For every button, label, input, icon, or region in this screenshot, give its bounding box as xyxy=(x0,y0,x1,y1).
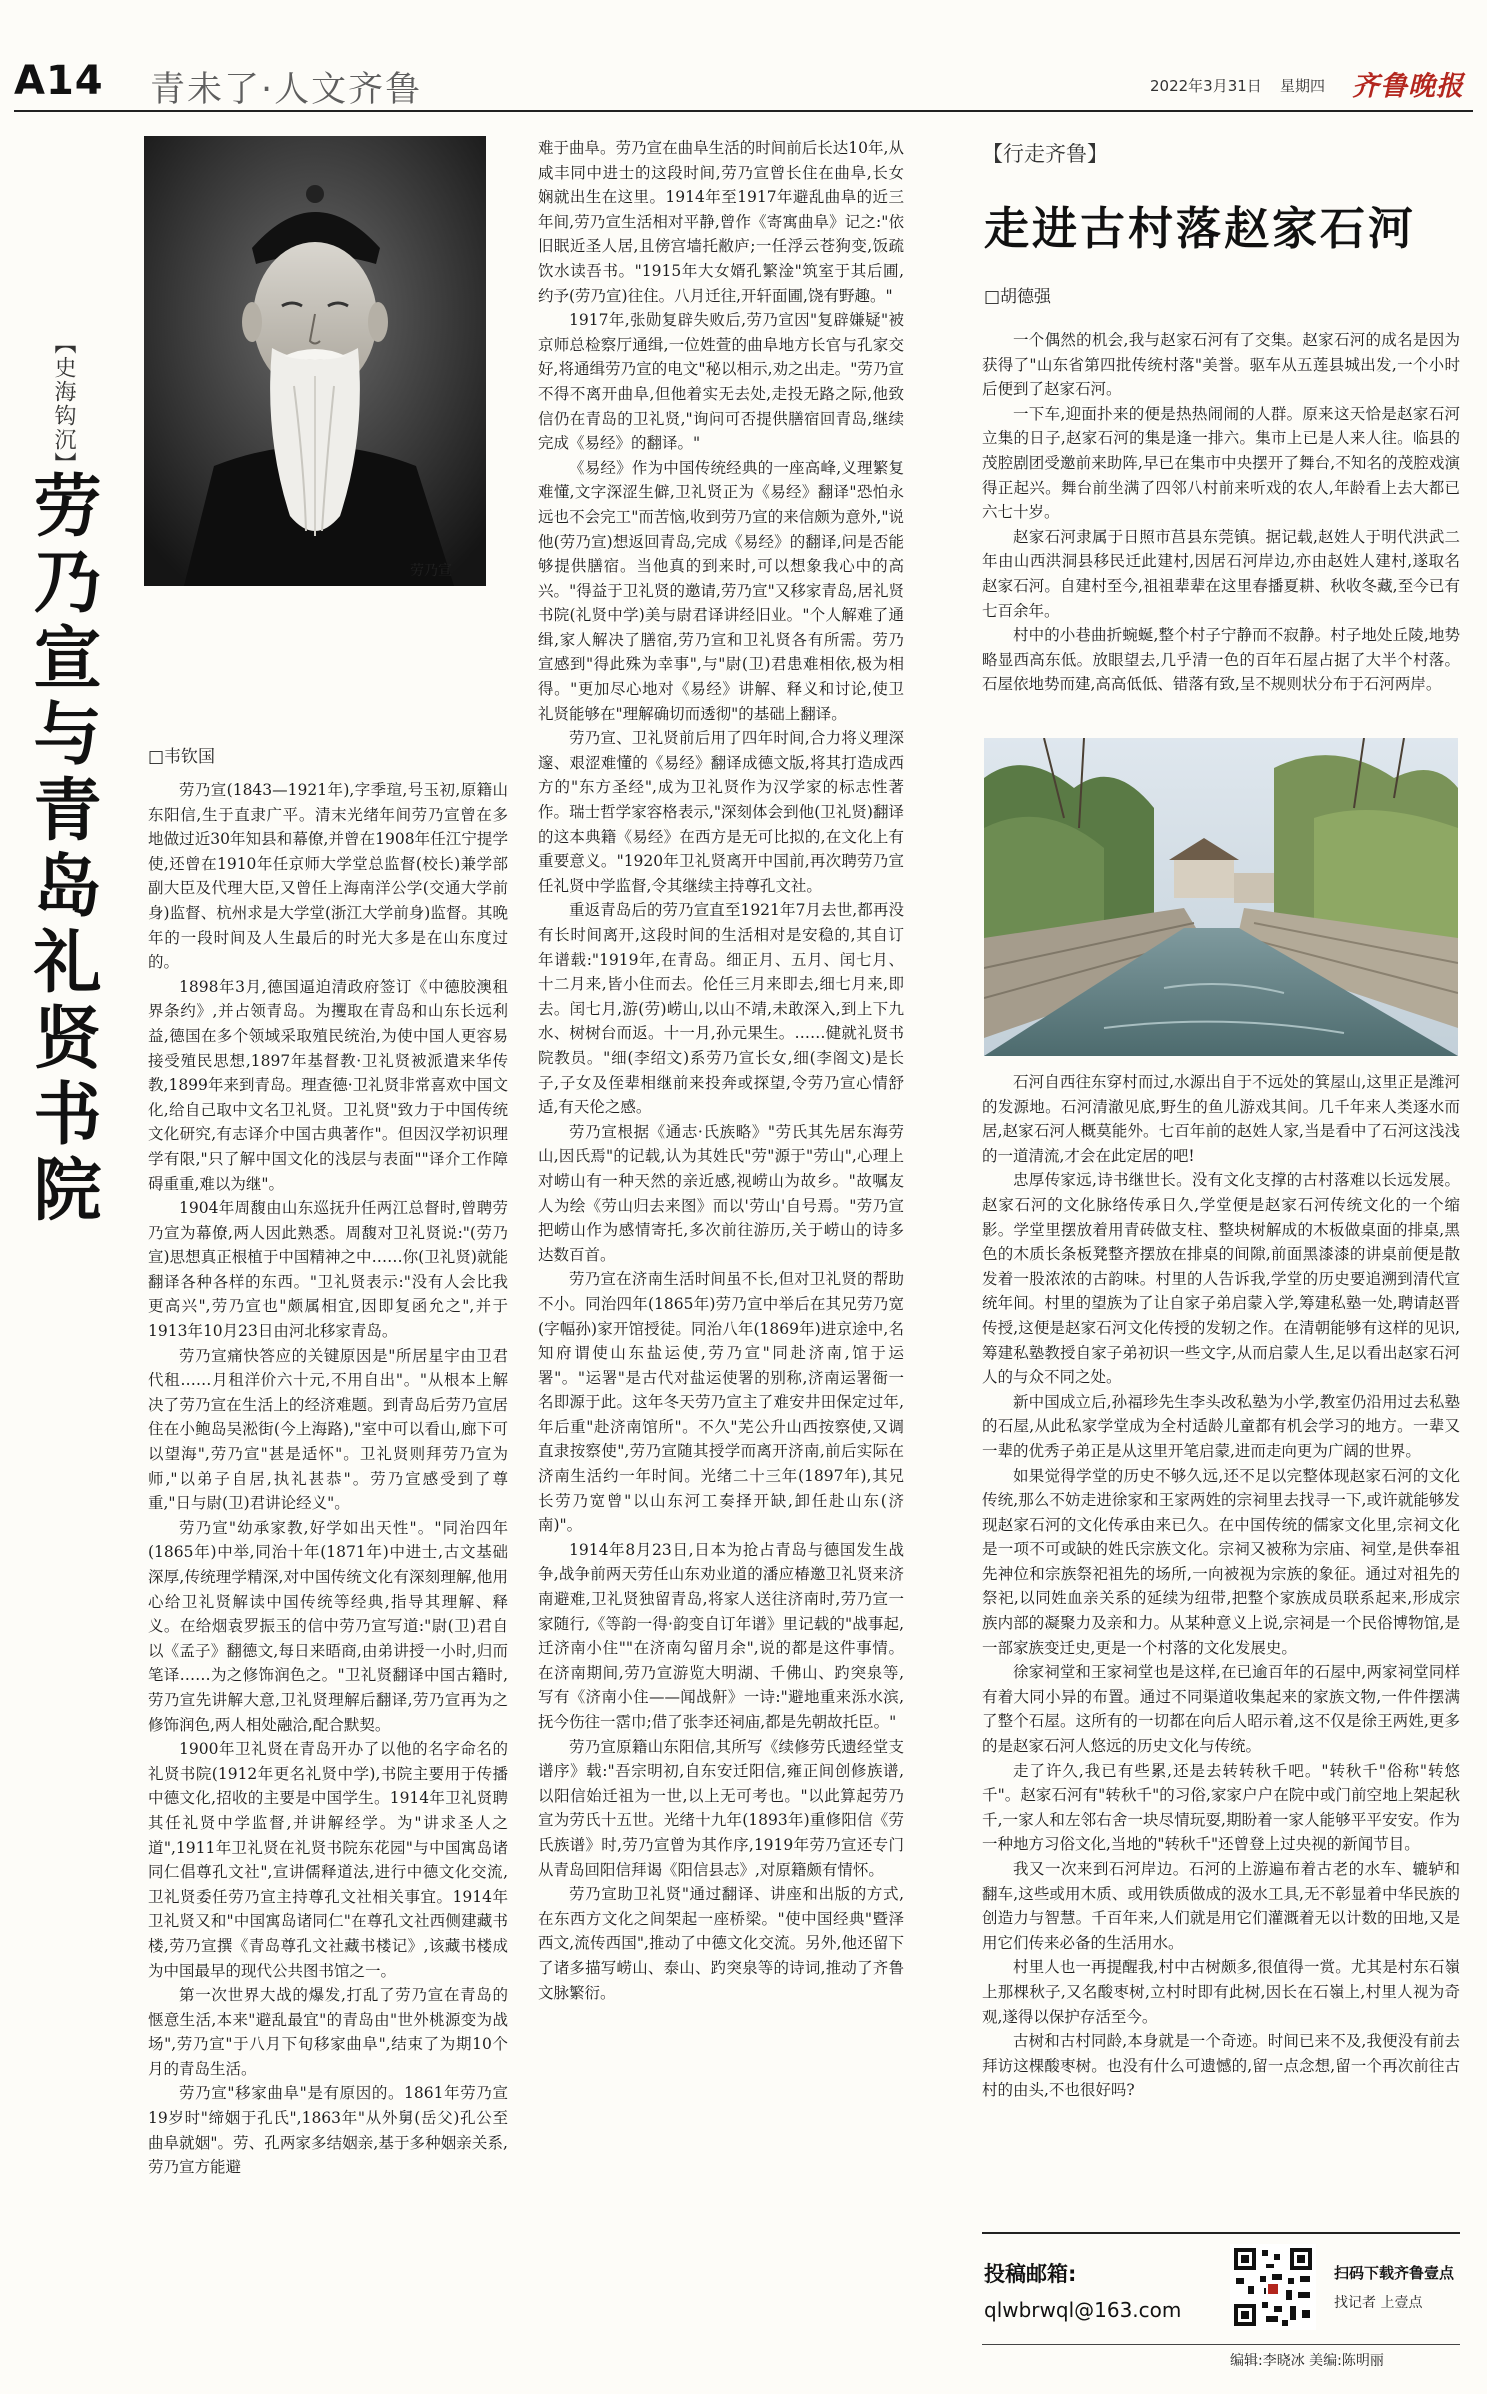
right-article-title: 走进古村落赵家石河 xyxy=(984,202,1417,255)
section-title: 青未了·人文齐鲁 xyxy=(150,70,423,110)
paragraph: 劳乃宣痛快答应的关键原因是"所居星宇由卫君代租……月租洋价六十元,不用自出"。"从根本上解决了劳乃宣在生活上的经济难题。到青岛后劳乃宣居住在小鲍岛吴淞街(今上海路),"室中可以看山,廊下可以望海",劳乃宣"甚是适怀"。卫礼贤则拜劳乃宣为师,"以弟子自居,执礼甚恭"。劳乃宣感受到了尊重,"日与尉(卫)君讲论经义"。 xyxy=(148,1346,508,1513)
left-byline: □韦钦国 xyxy=(148,747,216,767)
left-article-title: 劳乃宣与青岛礼贤书院 xyxy=(22,470,102,1230)
portrait-photo xyxy=(144,136,486,586)
paragraph: 重返青岛后的劳乃宣直至1921年7月去世,都再没有长时间离开,这段时间的生活相对是安稳的,其自订年谱载:"1919年,在青岛。细正月、五月、闰七月、十二月来,皆小住而去。伦任三月来即去,细七月来,即去。闰七月,游(劳)崂山,以山不靖,未敢深入,到上下九水、树树台而返。十一月,孙元果生。……健就礼贤书院教员。"细(李绍文)系劳乃宣长女,细(李阁文)是长子,子女及侄辈相继前来投奔或探望,令劳乃宣心情舒适,有天伦之感。 xyxy=(538,901,904,1117)
page-header xyxy=(0,0,1487,112)
paragraph: 新中国成立后,孙福珍先生李头改私塾为小学,教室仍沿用过去私塾的石屋,从此私家学堂成为全村适龄儿童都有机会学习的地方。一辈又一辈的优秀子弟正是从这里开笔启蒙,进而走向更为广阔的世界。 xyxy=(982,1392,1460,1460)
issue-weekday: 星期四 xyxy=(1280,77,1326,95)
paragraph: 1914年8月23日,日本为抢占青岛与德国发生战争,战争前两天劳任山东劝业道的潘应椿邀卫礼贤来济南避难,卫礼贤独留青岛,将家人送往济南时,劳乃宣一家随行,《等韵一得·韵变自订年谱》里记载的"战事起,迁济南小住""在济南勾留月余",说的都是这件事情。在济南期间,劳乃宣游览大明湖、千佛山、趵突泉等,写有《济南小住——闻战鼾》一诗:"避地重来泺水滨,抚今伤往一霑巾;借了张李还祠庙,都是先朝故托臣。" xyxy=(538,1540,904,1731)
paragraph: 1904年周馥由山东巡抚升任两江总督时,曾聘劳乃宣为幕僚,两人因此熟悉。周馥对卫礼贤说:"(劳乃宣)思想真正根植于中国精神之中……你(卫礼贤)就能翻译各种各样的东西。"卫礼贤表示:"没有人会比我更高兴",劳乃宣也"颇属相宜,因即复函允之",并于1913年10月23日由河北移家青岛。 xyxy=(148,1199,508,1341)
paragraph: 忠厚传家远,诗书继世长。没有文化支撑的古村落难以长远发展。赵家石河的文化脉络传承日久,学堂便是赵家石河传统文化的一个缩影。学堂里摆放着用青砖做支柱、整块树解成的木板做桌面的排桌,黑色的木质长条板凳整齐摆放在排桌的间隙,前面黑漆漆的讲桌前便是散发着一股浓浓的古韵味。村里的人告诉我,学堂的历史要追溯到清代宣统年间。村里的望族为了让自家子弟启蒙入学,筹建私塾一处,聘请赵晋传授,这便是赵家石河文化传授的发轫之作。在清朝能够有这样的见识,筹建私塾教授自家子弟初识一些文字,从而启蒙人生,足以看出赵家石河人的与众不同之处。 xyxy=(982,1171,1460,1387)
paragraph: 劳乃宣"移家曲阜"是有原因的。1861年劳乃宣19岁时"缔姻于孔氏",1863年"从外舅(岳父)孔公至曲阜就姻"。劳、孔两家多结姻亲,基于多种姻亲关系,劳乃宣方能避 xyxy=(148,2084,508,2177)
paragraph: 1898年3月,德国逼迫清政府签订《中德胶澳租界条约》,并占领青岛。为攫取在青岛和山东长远利益,德国在多个领域采取殖民统治,为使中国人更容易接受殖民思想,1897年基督教·卫礼贤被派遣来华传教,1899年来到青岛。理查德·卫礼贤非常喜欢中国文化,给自己取中文名卫礼贤。卫礼贤"致力于中国传统文化研究,有志译介中国古典著作"。但因汉学初识理学有限,"只了解中国文化的浅层与表面""译介工作障碍重重,难以为继"。 xyxy=(148,977,508,1193)
paragraph: 劳乃宣、卫礼贤前后用了四年时间,合力将义理深邃、艰涩难懂的《易经》翻译成德文版,将其打造成西方的"东方圣经",成为卫礼贤作为汉学家的标志性著作。瑞士哲学家容格表示,"深刻体会到他(卫礼贤)翻译的这本典籍《易经》在西方是无可比拟的,在文化上有重要意义。"1920年卫礼贤离开中国前,再次聘劳乃宣任礼贤中学监督,令其继续主持尊孔文社。 xyxy=(538,729,904,895)
paragraph: 《易经》作为中国传统经典的一座高峰,义理繁复难懂,文字深涩生僻,卫礼贤正为《易经》翻译"恐怕永远也不会完工"而苦恼,收到劳乃宣的来信颇为意外,"说他(劳乃宣)想返回青岛,完成《易经》的翻译,问是否能够提供膳宿。当他真的到来时,可以想象我心中的高兴。"得益于卫礼贤的邀请,劳乃宣"又移家青岛,居礼贤书院(礼贤中学)美与尉君译讲经旧业。"个人解难了通缉,家人解决了膳宿,劳乃宣和卫礼贤各有所需。劳乃宣感到"得此殊为幸事",与"尉(卫)君患难相依,极为相得。"更加尽心地对《易经》讲解、释义和讨论,使卫礼贤能够在"理解确切而透彻"的基础上翻译。 xyxy=(538,458,904,723)
paragraph: 第一次世界大战的爆发,打乱了劳乃宣在青岛的惬意生活,本来"避乱最宜"的青岛由"世外桃源变为战场",劳乃宣"于八月下旬移家曲阜",结束了为期10个月的青岛生活。 xyxy=(148,1986,508,2078)
portrait-caption: 劳乃宣 xyxy=(410,563,452,579)
editor-credits: 编辑:李晓冰 美编:陈明丽 xyxy=(1230,2353,1384,2369)
paragraph: 劳乃宣"幼承家教,好学如出天性"。"同治四年(1865年)中举,同治十年(1871年)中进士,古文基础深厚,传统理学精深,对中国传统文化有深刻理解,他用心给卫礼贤解读中国传统等经典,指导其理解、释义。在给烟袁罗振玉的信中劳乃宣写道:"尉(卫)君自以《孟子》翻德文,每日来晤商,由弟讲授一小时,归而笔译……为之修饰润色之。"卫礼贤翻译中国古籍时,劳乃宣先讲解大意,卫礼贤理解后翻译,劳乃宣再为之修饰润色,两人相处融洽,配合默契。 xyxy=(148,1518,508,1734)
paragraph: 劳乃宣根据《通志·氏族略》"劳氏其先居东海劳山,因氏焉"的记载,认为其姓氏"劳"源于"劳山",心理上对崂山有一种天然的亲近感,视崂山为故乡。"故嘱友人为绘《劳山归去来图》而以'劳山'自号焉。"劳乃宣把崂山作为感情寄托,多次前往游历,关于崂山的诗多达数百首。 xyxy=(538,1122,904,1264)
paragraph-continued: 难于曲阜。劳乃宣在曲阜生活的时间前后长达10年,从咸丰同中进士的这段时间,劳乃宣曾长住在曲阜,长女娴就出生在这里。1914年至1917年避乱曲阜的近三年间,劳乃宣生活相对平静,曾作《寄寓曲阜》记之:"依旧眠近圣人居,且傍宫墙托敝庐;一任浮云苍狗变,饭疏饮水读吾书。"1915年大女婿孔繁淦"筑室于其后圃,约予(劳乃宣)往住。八月迁往,开轩面圃,饶有野趣。" xyxy=(538,139,904,305)
village-photo xyxy=(984,738,1458,1056)
paragraph: 我又一次来到石河岸边。石河的上游遍布着古老的水车、辘轳和翻车,这些或用木质、或用铁质做成的汲水工具,无不彰显着中华民族的创造力与智慧。千百年来,人们就是用它们灌溉着无以计数的田地,又是用它们传来必备的生活用水。 xyxy=(982,1860,1460,1952)
submission-label: 投稿邮箱: xyxy=(984,2262,1077,2286)
right-byline: □胡德强 xyxy=(984,287,1052,307)
paragraph: 走了许久,我已有些累,还是去转转秋千吧。"转秋千"俗称"转悠千"。赵家石河有"转秋千"的习俗,家家户户在院中或门前空地上架起秋千,一家人和左邻右舍一块尽情玩耍,期盼着一家人能够平平安安。作为一种地方习俗文化,当地的"转秋千"还曾登上过央视的新闻节目。 xyxy=(982,1761,1460,1854)
right-article-body-bottom xyxy=(982,1070,1460,2220)
paragraph: 劳乃宣原籍山东阳信,其所写《续修劳氏遗经堂支谱序》载:"吾宗明初,自东安迁阳信,雍正间创修族谱,以阳信始迁祖为一世,以上无可考也。"以此算起劳乃宣为劳氏十五世。光绪十九年(1893年)重修阳信《劳氏族谱》时,劳乃宣曾为其作序,1919年劳乃宣还专门从青岛回阳信拜谒《阳信县志》,对原籍颇有情怀。 xyxy=(538,1737,904,1879)
paragraph: 1900年卫礼贤在青岛开办了以他的名字命名的礼贤书院(1912年更名礼贤中学),书院主要用于传播中德文化,招收的主要是中国学生。1914年卫礼贤聘其任礼贤中学监督,并讲解经学。为"讲求圣人之道",1911年卫礼贤在礼贤书院东花园"与中国寓岛诸同仁倡尊孔文社",宣讲儒释道法,进行中德文化交流,卫礼贤委任劳乃宣主持尊孔文社相关事宜。1914年卫礼贤又和"中国寓岛诸同仁"在尊孔文社西侧建藏书楼,劳乃宣撰《青岛尊孔文社藏书楼记》,该藏书楼成为中国最早的现代公共图书馆之一。 xyxy=(148,1740,508,1980)
paragraph: 如果觉得学堂的历史不够久远,还不足以完整体现赵家石河的文化传统,那么不妨走进徐家和王家两姓的宗祠里去找寻一下,或许就能够发现赵家石河的文化传承由来已久。在中国传统的儒家文化里,宗祠文化是一项不可或缺的姓氏宗族文化。宗祠又被称为宗庙、祠堂,是供奉祖先神位和宗族祭祀祖先的场所,一向被视为宗族的象征。通过对祖先的祭祀,以同姓血亲关系的延续为纽带,把整个家族成员联系起来,形成宗族内部的凝聚力及亲和力。从某种意义上说,宗祠是一个民俗博物馆,是一部家族变迁史,更是一个村落的文化发展史。 xyxy=(982,1466,1460,1657)
page-number: A14 xyxy=(14,58,104,104)
masthead-logo: 齐鲁晚报 xyxy=(1352,71,1464,102)
issue-date: 2022年3月31日 xyxy=(1150,77,1262,95)
right-article-body-top xyxy=(982,328,1460,728)
paragraph: 一个偶然的机会,我与赵家石河有了交集。赵家石河的成名是因为获得了"山东省第四批传统村落"美誉。驱车从五莲县城出发,一个小时后便到了赵家石河。 xyxy=(982,331,1460,399)
paragraph: 劳乃宣助卫礼贤"通过翻译、讲座和出版的方式,在东西方文化之间架起一座桥梁。"使中国经典"暨泽西文,流传西国",推动了中德文化交流。另外,他还留下了诸多描写崂山、泰山、趵突泉等的诗词,推动了齐鲁文脉繁衍。 xyxy=(538,1885,904,2002)
paragraph: 一下车,迎面扑来的便是热热闹闹的人群。原来这天恰是赵家石河立集的日子,赵家石河的集是逢一排六。集市上已是人来人往。临县的茂腔剧团受邀前来助阵,早已在集市中央摆开了舞台,不知名的茂腔戏演得正起兴。舞台前坐满了四邻八村前来听戏的农人,年龄看上去大都已六七十岁。 xyxy=(982,404,1460,522)
reporter-prompt: 找记者 上壹点 xyxy=(1334,2295,1423,2311)
right-column-tag: 【行走齐鲁】 xyxy=(982,142,1108,166)
paragraph: 赵家石河隶属于日照市莒县东莞镇。据记载,赵姓人于明代洪武二年由山西洪洞县移民迁此建村,因居石河岸边,亦由赵姓人建村,遂取名赵家石河。自建村至今,祖祖辈辈在这里春播夏耕、秋收冬藏,至今已有七百余年。 xyxy=(982,527,1460,620)
left-article-body xyxy=(148,778,508,2378)
paragraph: 1917年,张勋复辟失败后,劳乃宣因"复辟嫌疑"被京师总检察厅通缉,一位姓萱的曲阜地方长官与孔家交好,将通缉劳乃宣的电文"秘以相示,劝之出走。"劳乃宣不得不离开曲阜,但他着实无去处,走投无路之际,他致信仍在青岛的卫礼贤,"询问可否提供膳宿回青岛,继续完成《易经》的翻译。" xyxy=(538,311,904,453)
paragraph: 劳乃宣在济南生活时间虽不长,但对卫礼贤的帮助不小。同治四年(1865年)劳乃宣中举后在其兄劳乃宽(字幅孙)家开馆授徒。同治八年(1869年)进京途中,名知府谓使山东盐运使,劳乃宣"同赴济南,馆于运署"。"运署"是古代对盐运使署的别称,济南运署衙一名即源于此。这年冬天劳乃宣主了难安井田保定过年,年后重"赴济南馆所"。不久"芜公升山西按察使,又调直隶按察使",劳乃宣随其授学而离开济南,前后实际在济南生活约一年时间。光绪二十三年(1897年),其兄长劳乃宽曾"以山东河工奏择开缺,卸任赴山东(济南)"。 xyxy=(538,1270,904,1535)
footer-divider xyxy=(982,2232,1460,2234)
app-download-prompt: 扫码下载齐鲁壹点 xyxy=(1334,2264,1455,2282)
header-divider xyxy=(14,110,1473,112)
submission-email-link[interactable]: qlwbrwql@163.com xyxy=(984,2298,1182,2322)
paragraph: 石河自西往东穿村而过,水源出自于不远处的箕屋山,这里正是潍河的发源地。石河清澈见底,野生的鱼儿游戏其间。几千年来人类逐水而居,赵家石河人概莫能外。七百年前的赵姓人家,当是看中了石河这浅浅的一道清流,才会在此定居的吧! xyxy=(982,1073,1460,1165)
paragraph: 古树和古村同龄,本身就是一个奇迹。时间已来不及,我便没有前去拜访这棵酸枣树。也没有什么可遗憾的,留一点念想,留一个再次前往古村的由头,不也很好吗? xyxy=(982,2032,1460,2100)
qr-code-icon[interactable] xyxy=(1230,2244,1316,2330)
paragraph: 劳乃宣(1843—1921年),字季瑄,号玉初,原籍山东阳信,生于直隶广平。清末光绪年间劳乃宣曾在多地做过近30年知县和幕僚,并曾在1908年任江宁提学使,还曾在1910年任京师大学堂总监督(校长)兼学部副大臣及代理大臣,又曾任上海南洋公学(交通大学前身)监督、杭州求是大学堂(浙江大学前身)监督。其晚年的一段时间及人生最后的时光大多是在山东度过的。 xyxy=(148,781,508,972)
paragraph: 村里人也一再提醒我,村中古树颇多,很值得一赏。尤其是村东石嶺上那棵秋子,又名酸枣树,立村时即有此树,因长在石嶺上,村里人视为奇观,遂得以保护存活至今。 xyxy=(982,1958,1460,2026)
credits-divider xyxy=(982,2344,1460,2345)
column-tag: 【史海钩沉】 xyxy=(51,332,76,476)
paragraph: 村中的小巷曲折蜿蜒,整个村子宁静而不寂静。村子地处丘陵,地势略显西高东低。放眼望去,几乎清一色的百年石屋占据了大半个村落。石屋依地势而建,高高低低、错落有致,呈不规则状分布于石河两岸。 xyxy=(982,626,1460,694)
middle-article-body xyxy=(538,136,904,2378)
paragraph: 徐家祠堂和王家祠堂也是这样,在已逾百年的石屋中,两家祠堂同样有着大同小异的布置。通过不同渠道收集起来的家族文物,一件件摆满了整个石屋。这所有的一切都在向后人昭示着,这不仅是徐王两姓,更多的是赵家石河人悠远的历史文化与传统。 xyxy=(982,1663,1460,1756)
